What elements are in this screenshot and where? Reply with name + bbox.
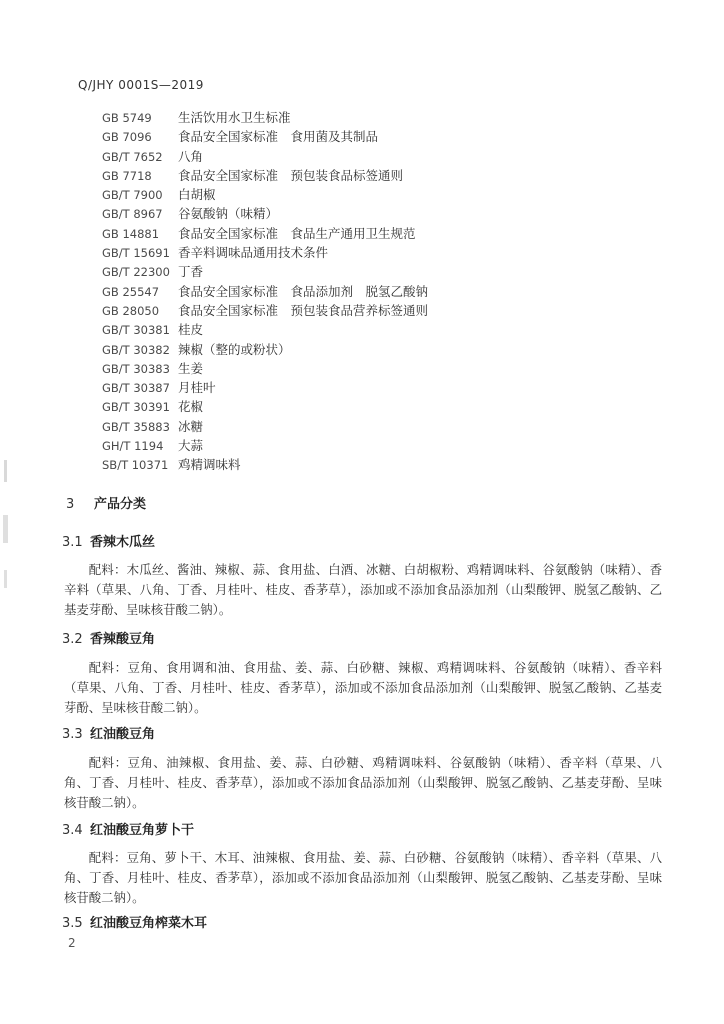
subsection-number: 3.1 [62, 535, 83, 550]
reference-title: 白胡椒 [178, 187, 216, 203]
reference-item [102, 417, 662, 436]
reference-title: 丁香 [178, 264, 204, 280]
reference-item [102, 359, 662, 378]
ingredients-paragraph: 配料：豆角、萝卜干、木耳、油辣椒、食用盐、姜、蒜、白砂糖、谷氨酸钠（味精）、香辛料（草果、八角、丁香、月桂叶、桂皮、香茅草），添加或不添加食品添加剂（山梨酸钾、脱氢乙酸钠、乙基麦芽酚、呈味核苷酸二钠）。 [64, 850, 662, 905]
reference-item [102, 282, 662, 301]
reference-code: GB/T 30382 [102, 342, 170, 357]
reference-item [102, 243, 662, 262]
reference-title: 辣椒（整的或粉状） [178, 341, 291, 357]
reference-item [102, 127, 662, 146]
reference-item [102, 185, 662, 204]
reference-title: 生姜 [178, 360, 204, 376]
reference-title: 食品安全国家标准 食品添加剂 脱氢乙酸钠 [178, 283, 429, 299]
reference-code: GB 5749 [102, 111, 152, 125]
scan-artifact [4, 570, 7, 588]
page-number: 2 [68, 936, 76, 950]
subsection-title: 香辣木瓜丝 [90, 535, 156, 550]
reference-title: 大蒜 [178, 438, 204, 454]
subsection-number: 3.3 [62, 727, 83, 742]
reference-title: 食品安全国家标准 预包装食品标签通则 [178, 167, 404, 183]
reference-item [102, 340, 662, 359]
reference-code: SB/T 10371 [102, 458, 169, 473]
scan-artifact [4, 460, 7, 482]
subsection-heading [62, 912, 207, 931]
section-number: 3 [66, 497, 75, 512]
reference-item [102, 108, 662, 127]
reference-item [102, 397, 662, 416]
reference-code: GB 28050 [102, 303, 160, 318]
reference-item [102, 262, 662, 281]
reference-code: GB/T 7652 [102, 149, 163, 164]
reference-title: 谷氨酸钠（味精） [178, 206, 279, 222]
reference-item [102, 301, 662, 320]
subsection-heading [62, 531, 155, 550]
section-heading [66, 493, 146, 512]
reference-item [102, 224, 662, 243]
reference-code: GB/T 15691 [102, 246, 170, 261]
subsection-heading [62, 819, 194, 838]
reference-item [102, 378, 662, 397]
reference-title: 食品安全国家标准 预包装食品营养标签通则 [178, 302, 429, 318]
reference-title: 八角 [178, 148, 204, 164]
reference-title: 鸡精调味料 [178, 457, 241, 473]
reference-title: 食品安全国家标准 食用菌及其制品 [178, 129, 379, 145]
reference-title: 生活饮用水卫生标准 [178, 110, 291, 125]
subsection-title: 红油酸豆角萝卜干 [90, 823, 195, 838]
reference-code: GB/T 8967 [102, 207, 163, 222]
reference-title: 冰糖 [178, 418, 204, 434]
reference-item [102, 436, 662, 455]
reference-code: GB/T 7900 [102, 188, 163, 203]
reference-code: GB/T 22300 [102, 265, 170, 280]
reference-title: 香辛料调味品通用技术条件 [178, 245, 329, 261]
ingredients-paragraph: 配料：豆角、油辣椒、食用盐、姜、蒜、白砂糖、鸡精调味料、谷氨酸钠（味精）、香辛料（草果、八角、丁香、月桂叶、桂皮、香茅草），添加或不添加食品添加剂（山梨酸钾、脱氢乙酸钠、乙基麦芽酚、呈味核苷酸二钠）。 [64, 755, 662, 810]
reference-item [102, 204, 662, 223]
reference-code: GB/T 30387 [102, 381, 170, 396]
reference-title: 食品安全国家标准 食品生产通用卫生规范 [178, 225, 416, 241]
reference-item [102, 147, 662, 166]
document-id-header: Q/JHY 0001S—2019 [78, 78, 204, 92]
reference-code: GB/T 30381 [102, 323, 170, 338]
subsection-title: 香辣酸豆角 [90, 632, 156, 647]
reference-code: GB/T 35883 [102, 419, 170, 434]
ingredients-paragraph: 配料：木瓜丝、酱油、辣椒、蒜、食用盐、白酒、冰糖、白胡椒粉、鸡精调味料、谷氨酸钠（味精）、香辛料（草果、八角、丁香、月桂叶、桂皮、香茅草），添加或不添加食品添加剂（山梨酸钾、脱氢乙酸钠、乙基麦芽酚、呈味核苷酸二钠）。 [64, 562, 662, 617]
subsection-number: 3.5 [62, 916, 83, 931]
section-title: 产品分类 [94, 497, 147, 512]
subsection-heading [62, 628, 155, 647]
subsection-heading [62, 723, 155, 742]
subsection-title: 红油酸豆角榨菜木耳 [90, 916, 208, 931]
reference-code: GB 7718 [102, 168, 152, 183]
reference-item [102, 166, 662, 185]
reference-title: 月桂叶 [178, 380, 216, 396]
subsection-number: 3.4 [62, 823, 83, 838]
reference-code: GB/T 30383 [102, 361, 170, 376]
subsection-number: 3.2 [62, 632, 83, 647]
reference-title: 桂皮 [178, 322, 204, 338]
normative-references-list [102, 108, 662, 475]
reference-code: GB/T 30391 [102, 400, 170, 415]
reference-code: GB 14881 [102, 226, 160, 241]
reference-code: GB 7096 [102, 130, 152, 145]
reference-code: GB 25547 [102, 284, 160, 299]
scan-artifact [3, 515, 8, 543]
reference-item [102, 455, 662, 474]
reference-item [102, 320, 662, 339]
subsection-title: 红油酸豆角 [90, 727, 156, 742]
reference-title: 花椒 [178, 399, 204, 415]
ingredients-paragraph: 配料：豆角、食用调和油、食用盐、姜、蒜、白砂糖、辣椒、鸡精调味料、谷氨酸钠（味精）、香辛料（草果、八角、丁香、月桂叶、桂皮、香茅草），添加或不添加食品添加剂（山梨酸钾、脱氢乙酸钠、乙基麦芽酚、呈味核苷酸二钠）。 [64, 660, 662, 715]
reference-code: GH/T 1194 [102, 439, 164, 454]
